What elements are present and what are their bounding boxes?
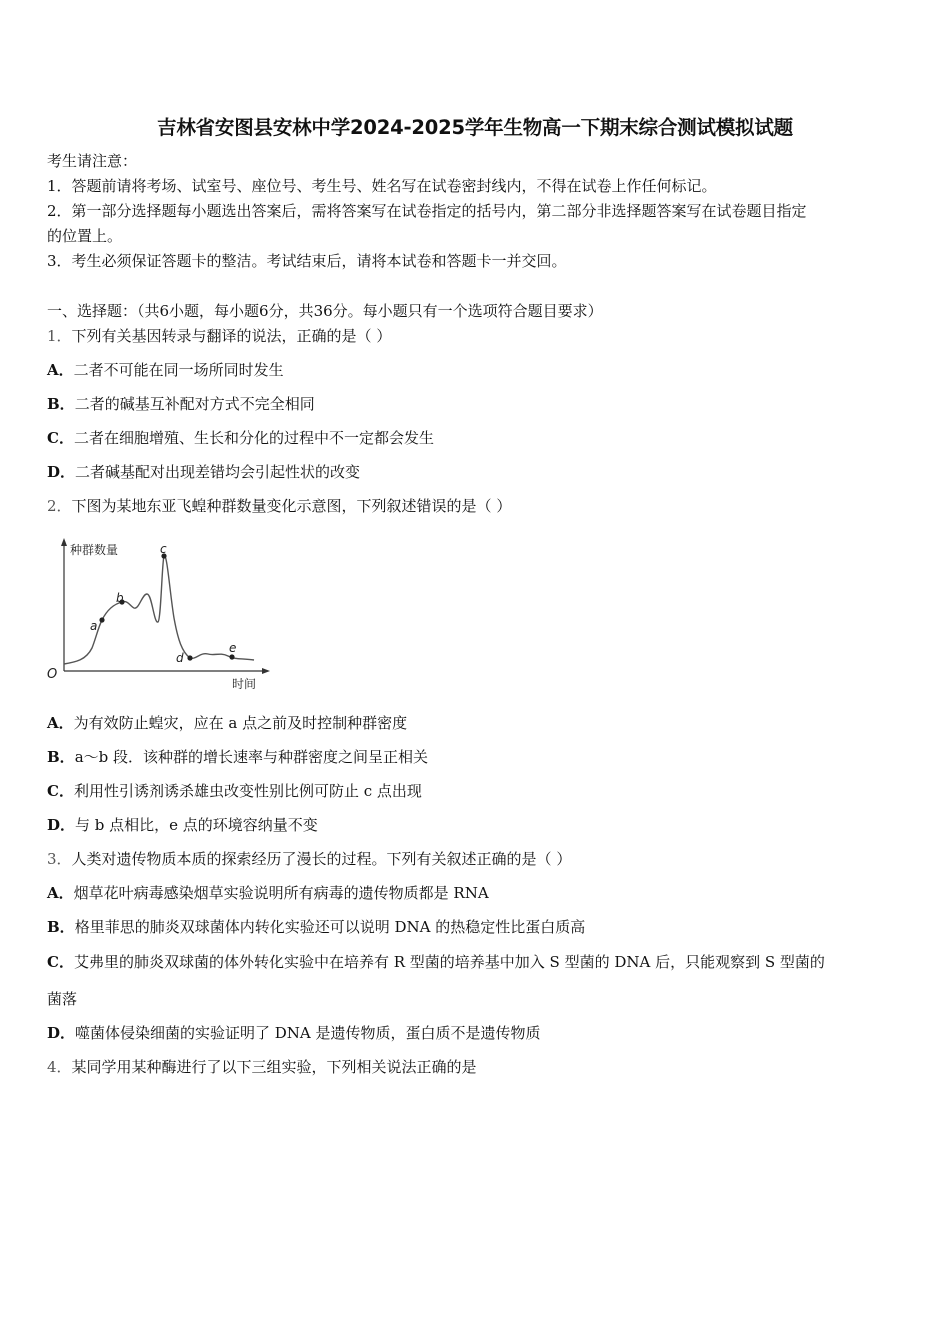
question-stem: 下图为某地东亚飞蝗种群数量变化示意图，下列叙述错误的是（ ） — [71, 497, 512, 515]
option-letter: D． — [47, 463, 76, 481]
question-number: 4． — [47, 1058, 72, 1076]
option-letter: C． — [47, 782, 74, 800]
question-2 — [47, 496, 511, 516]
x-axis-label: 时间 — [232, 677, 257, 691]
question-stem: 人类对遗传物质本质的探索经历了漫长的过程。下列有关叙述正确的是（ ） — [71, 850, 572, 868]
option-text: 格里菲思的肺炎双球菌体内转化实验还可以说明 DNA 的热稳定性比蛋白质高 — [74, 918, 586, 936]
option-letter: A． — [47, 361, 74, 379]
notice-item-1: 1．答题前请将考场、试室号、座位号、考生号、姓名写在试卷密封线内，不得在试卷上作任何标记。 — [47, 177, 717, 195]
option-text: 二者的碱基互补配对方式不完全相同 — [74, 395, 315, 413]
option-text: 艾弗里的肺炎双球菌的体外转化实验中在培养有 R 型菌的培养基中加入 S 型菌的 DNA 后，只能观察到 S 型菌的 — [73, 953, 825, 971]
option-letter: A． — [47, 884, 74, 902]
option-1a[interactable] — [47, 360, 284, 380]
question-stem: 下列有关基因转录与翻译的说法，正确的是（ ） — [71, 327, 392, 345]
point-d-label: d — [176, 651, 184, 665]
notice-heading: 考生请注意： — [47, 152, 138, 170]
notice-item-3: 3．考生必须保证答题卡的整洁。考试结束后，请将本试卷和答题卡一并交回。 — [47, 252, 567, 270]
option-1d[interactable] — [47, 462, 360, 482]
option-text: 利用性引诱剂诱杀雄虫改变性别比例可防止 c 点出现 — [73, 782, 422, 800]
option-letter: A． — [47, 714, 74, 732]
question-3 — [47, 849, 571, 869]
option-letter: B． — [47, 748, 75, 766]
y-axis-label: 种群数量 — [70, 543, 119, 557]
option-2c[interactable] — [47, 781, 422, 801]
option-text: 烟草花叶病毒感染烟草实验说明所有病毒的遗传物质都是 RNA — [73, 884, 489, 902]
option-3c-cont — [47, 989, 77, 1009]
option-3d[interactable] — [47, 1023, 541, 1043]
option-2a[interactable] — [47, 713, 407, 733]
x-axis-arrow — [262, 668, 270, 674]
point-b-label: b — [116, 591, 124, 605]
point-e-marker — [229, 654, 234, 659]
option-text: 二者不可能在同一场所同时发生 — [73, 361, 284, 379]
question-number: 3． — [47, 850, 72, 868]
option-2b[interactable] — [47, 747, 428, 767]
question-4 — [47, 1057, 477, 1077]
notice-item-2: 2．第一部分选择题每小题选出答案后，需将答案写在试卷指定的括号内，第二部分非选择题答案写在试卷题目指定 — [47, 202, 807, 220]
point-e-label: e — [229, 641, 237, 655]
option-1b[interactable] — [47, 394, 315, 414]
option-letter: B． — [47, 918, 75, 936]
question-1 — [47, 326, 391, 346]
point-a-label: a — [90, 619, 98, 633]
question-number: 1． — [47, 327, 72, 345]
option-text: 与 b 点相比，e 点的环境容纳量不变 — [75, 816, 318, 834]
option-text: a～b 段．该种群的增长速率与种群密度之间呈正相关 — [74, 748, 429, 766]
option-3c[interactable] — [47, 952, 825, 972]
option-text: 二者碱基配对出现差错均会引起性状的改变 — [75, 463, 361, 481]
question-stem: 某同学用某种酶进行了以下三组实验，下列相关说法正确的是 — [71, 1058, 477, 1076]
option-letter: D． — [47, 1024, 76, 1042]
option-3a[interactable] — [47, 883, 489, 903]
option-text: 菌落 — [47, 990, 78, 1008]
option-3b[interactable] — [47, 917, 585, 937]
y-axis-arrow — [61, 538, 67, 546]
option-text: 二者在细胞增殖、生长和分化的过程中不一定都会发生 — [73, 429, 434, 447]
notice-item-2-cont: 的位置上。 — [47, 227, 123, 245]
option-text: 为有效防止蝗灾，应在 a 点之前及时控制种群密度 — [73, 714, 408, 732]
option-2d[interactable] — [47, 815, 318, 835]
point-c-label: c — [160, 542, 167, 556]
option-letter: B． — [47, 395, 75, 413]
option-text: 噬菌体侵染细菌的实验证明了 DNA 是遗传物质，蛋白质不是遗传物质 — [75, 1024, 541, 1042]
point-a-marker — [99, 617, 104, 622]
page-title: 吉林省安图县安林中学2024-2025学年生物高一下期末综合测试模拟试题 — [157, 116, 793, 139]
option-letter: D． — [47, 816, 76, 834]
population-curve — [64, 556, 254, 664]
section-heading: 一、选择题：（共6小题，每小题6分，共36分。每小题只有一个选项符合题目要求） — [47, 302, 603, 320]
point-d-marker — [187, 655, 192, 660]
option-1c[interactable] — [47, 428, 434, 448]
origin-label: O — [47, 667, 58, 682]
population-figure — [44, 536, 274, 694]
option-letter: C． — [47, 429, 74, 447]
option-letter: C． — [47, 953, 74, 971]
question-number: 2． — [47, 497, 72, 515]
